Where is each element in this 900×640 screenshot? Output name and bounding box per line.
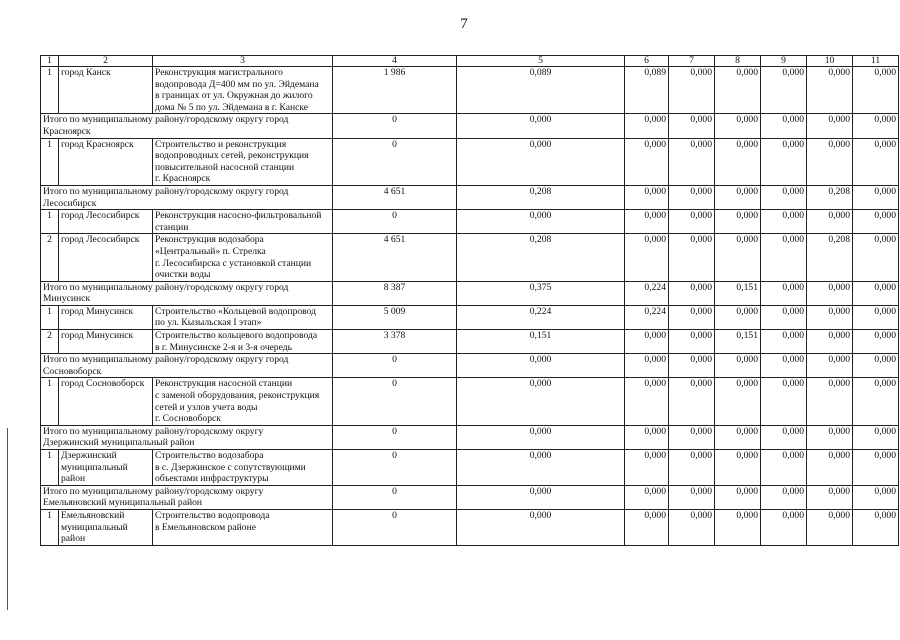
value-cell: 0,151: [457, 330, 625, 354]
value-cell: 0: [333, 450, 457, 486]
value-cell: 0,000: [669, 67, 715, 114]
value-cell: 4 651: [333, 234, 457, 281]
value-cell: 0,000: [715, 378, 761, 425]
description-line: г. Красноярск: [155, 173, 211, 185]
description-line: в г. Минусинске 2-я и 3-я очередь: [155, 341, 292, 353]
value-cell: 0,000: [625, 234, 669, 281]
value-cell: 1 986: [333, 67, 457, 114]
object-description: [153, 305, 333, 329]
scan-margin-line: [7, 428, 8, 610]
description-line: очистки воды: [155, 269, 211, 281]
object-description: [153, 138, 333, 185]
description-line: с заменой оборудования, реконструкция: [155, 390, 320, 402]
column-number: 6: [625, 56, 669, 67]
value-cell: 0: [333, 425, 457, 449]
value-cell: 0,000: [457, 425, 625, 449]
value-cell: 0,000: [457, 114, 625, 138]
column-number: 1: [41, 56, 59, 67]
value-cell: 0,000: [625, 378, 669, 425]
value-cell: 0,000: [761, 67, 807, 114]
subtotal-label: [41, 281, 333, 305]
value-cell: 0,000: [807, 330, 853, 354]
value-cell: 0,000: [457, 138, 625, 185]
row-number: 1: [41, 67, 59, 114]
value-cell: 0,000: [807, 67, 853, 114]
object-row: [41, 210, 899, 234]
value-cell: 0,000: [669, 114, 715, 138]
object-description: [153, 210, 333, 234]
value-cell: 0,000: [853, 425, 899, 449]
municipality-name: Емельяновский муниципальный район: [59, 509, 153, 545]
column-number: 8: [715, 56, 761, 67]
column-number: 4: [333, 56, 457, 67]
description-line: в Емельяновском районе: [155, 521, 256, 533]
value-cell: 0,000: [457, 378, 625, 425]
municipality-name: город Минусинск: [59, 305, 153, 329]
value-cell: 0,089: [457, 67, 625, 114]
value-cell: 0,000: [669, 354, 715, 378]
value-cell: 0,000: [625, 330, 669, 354]
object-row: [41, 305, 899, 329]
subtotal-label-line: Итого по муниципальному району/городскому округу город: [43, 185, 289, 197]
value-cell: 0,000: [669, 305, 715, 329]
row-number: 1: [41, 378, 59, 425]
subtotal-label: [41, 354, 333, 378]
subtotal-label-line: Красноярск: [43, 125, 91, 137]
subtotal-row: [41, 185, 899, 209]
row-number: 1: [41, 450, 59, 486]
subtotal-label: [41, 185, 333, 209]
column-number: 11: [853, 56, 899, 67]
subtotal-row: [41, 354, 899, 378]
value-cell: 5 009: [333, 305, 457, 329]
value-cell: 0,000: [669, 330, 715, 354]
value-cell: 0,000: [807, 305, 853, 329]
value-cell: 0,000: [853, 210, 899, 234]
municipality-name: Дзержинский муниципальный район: [59, 450, 153, 486]
description-line: в с. Дзержинское с сопутствующими: [155, 461, 306, 473]
description-line: Реконструкция магистрального: [155, 67, 283, 78]
value-cell: 0,208: [457, 185, 625, 209]
value-cell: 0,000: [715, 234, 761, 281]
value-cell: 0,000: [853, 138, 899, 185]
value-cell: 0,000: [669, 425, 715, 449]
subtotal-label-line: Дзержинский муниципальный район: [43, 437, 195, 449]
object-row: [41, 67, 899, 114]
value-cell: 0: [333, 354, 457, 378]
subtotal-row: [41, 114, 899, 138]
subtotal-label: [41, 114, 333, 138]
value-cell: 8 387: [333, 281, 457, 305]
description-line: Реконструкция насосной станции: [155, 378, 293, 390]
value-cell: 0,000: [625, 425, 669, 449]
row-number: 2: [41, 234, 59, 281]
value-cell: 0,000: [715, 210, 761, 234]
value-cell: 0,224: [457, 305, 625, 329]
value-cell: 0: [333, 485, 457, 509]
object-row: [41, 378, 899, 425]
description-line: станции: [155, 221, 189, 233]
column-number: 5: [457, 56, 625, 67]
column-number: 7: [669, 56, 715, 67]
description-line: Строительство водозабора: [155, 450, 264, 461]
subtotal-row: [41, 425, 899, 449]
value-cell: 0: [333, 210, 457, 234]
description-line: по ул. Кызыльская I этап»: [155, 317, 262, 329]
subtotal-row: [41, 281, 899, 305]
description-line: Строительство и реконструкция: [155, 138, 287, 150]
value-cell: 0,000: [669, 281, 715, 305]
value-cell: 0,000: [853, 354, 899, 378]
value-cell: 0,000: [853, 67, 899, 114]
value-cell: 0,000: [715, 185, 761, 209]
value-cell: 0,375: [457, 281, 625, 305]
subtotal-label: [41, 425, 333, 449]
value-cell: 0,000: [761, 210, 807, 234]
value-cell: 0,000: [669, 509, 715, 545]
value-cell: 0,000: [669, 234, 715, 281]
description-line: Реконструкция насосно-фильтровальной: [155, 210, 322, 222]
column-number: 10: [807, 56, 853, 67]
object-row: [41, 138, 899, 185]
value-cell: 0,000: [457, 485, 625, 509]
value-cell: 0: [333, 114, 457, 138]
row-number: 1: [41, 509, 59, 545]
subtotal-label-line: Лесосибирск: [43, 197, 97, 209]
object-description: [153, 67, 333, 114]
subtotal-label-line: Емельяновский муниципальный район: [43, 497, 203, 509]
table-body: [41, 56, 899, 546]
value-cell: 0,000: [853, 114, 899, 138]
value-cell: 0,000: [761, 354, 807, 378]
value-cell: 0,000: [853, 509, 899, 545]
value-cell: 0,000: [761, 330, 807, 354]
value-cell: 0,000: [853, 450, 899, 486]
value-cell: 0: [333, 378, 457, 425]
value-cell: 0,000: [625, 138, 669, 185]
column-number: 3: [153, 56, 333, 67]
value-cell: 0,000: [853, 185, 899, 209]
description-line: «Центральный» п. Стрелка: [155, 245, 266, 257]
description-line: водопровода Д=400 мм по ул. Эйдемана: [155, 78, 319, 90]
page-number: 7: [460, 16, 468, 32]
value-cell: 0,000: [625, 509, 669, 545]
description-line: дома № 5 по ул. Эйдемана в г. Канске: [155, 101, 309, 113]
value-cell: 0,000: [715, 67, 761, 114]
value-cell: 0,208: [457, 234, 625, 281]
value-cell: 0,000: [761, 425, 807, 449]
value-cell: 0,224: [625, 305, 669, 329]
object-row: [41, 450, 899, 486]
value-cell: 0,000: [761, 185, 807, 209]
object-description: [153, 378, 333, 425]
value-cell: 0,000: [715, 425, 761, 449]
value-cell: 0,000: [807, 450, 853, 486]
value-cell: 0,000: [625, 114, 669, 138]
column-number: 9: [761, 56, 807, 67]
description-line: в границах от ул. Окружная до жилого: [155, 90, 313, 102]
value-cell: 0,000: [715, 114, 761, 138]
value-cell: 0,000: [807, 210, 853, 234]
value-cell: 0,000: [761, 509, 807, 545]
value-cell: 0,000: [761, 281, 807, 305]
value-cell: 0,000: [807, 281, 853, 305]
subtotal-label-line: Итого по муниципальному району/городскому округу: [43, 485, 264, 497]
value-cell: 0,000: [625, 210, 669, 234]
object-row: [41, 509, 899, 545]
value-cell: 0,000: [625, 450, 669, 486]
description-line: Строительство «Кольцевой водопровод: [155, 305, 317, 317]
value-cell: 0,000: [457, 354, 625, 378]
value-cell: 0,000: [807, 425, 853, 449]
subtotal-row: [41, 485, 899, 509]
value-cell: 0,000: [457, 509, 625, 545]
row-number: 1: [41, 138, 59, 185]
municipality-name: город Лесосибирск: [59, 210, 153, 234]
value-cell: 0,000: [761, 138, 807, 185]
value-cell: 0,000: [807, 354, 853, 378]
value-cell: 0,000: [853, 234, 899, 281]
municipality-name: город Минусинск: [59, 330, 153, 354]
object-row: [41, 234, 899, 281]
description-line: Строительство водопровода: [155, 509, 270, 521]
value-cell: 4 651: [333, 185, 457, 209]
value-cell: 0,000: [715, 354, 761, 378]
value-cell: 0: [333, 138, 457, 185]
municipality-name: город Лесосибирск: [59, 234, 153, 281]
value-cell: 0,000: [761, 305, 807, 329]
subtotal-label: [41, 485, 333, 509]
value-cell: 0,000: [853, 378, 899, 425]
value-cell: 0,000: [853, 485, 899, 509]
subtotal-label-line: Итого по муниципальному району/городскому округу город: [43, 354, 289, 366]
value-cell: 0,208: [807, 185, 853, 209]
value-cell: 0,000: [761, 378, 807, 425]
value-cell: 0,000: [669, 485, 715, 509]
description-line: Реконструкция водозабора: [155, 234, 264, 246]
subtotal-label-line: Итого по муниципальному району/городскому округу город: [43, 281, 289, 293]
column-number-row: [41, 56, 899, 67]
value-cell: 0,000: [625, 485, 669, 509]
municipality-name: город Сосновоборск: [59, 378, 153, 425]
value-cell: 0,000: [761, 450, 807, 486]
value-cell: 0,208: [807, 234, 853, 281]
description-line: водопроводных сетей, реконструкция: [155, 150, 309, 162]
value-cell: 0,000: [669, 450, 715, 486]
value-cell: 0,000: [807, 485, 853, 509]
value-cell: 0,000: [457, 210, 625, 234]
value-cell: 0,000: [669, 185, 715, 209]
value-cell: 0,000: [807, 138, 853, 185]
value-cell: 0,089: [625, 67, 669, 114]
subtotal-label-line: Итого по муниципальному району/городскому округу город: [43, 114, 289, 126]
subtotal-label-line: Сосновоборск: [43, 365, 102, 377]
value-cell: 0,000: [761, 234, 807, 281]
description-line: г. Сосновоборск: [155, 413, 221, 425]
object-description: [153, 509, 333, 545]
subtotal-label-line: Минусинск: [43, 293, 91, 305]
value-cell: 0,000: [807, 114, 853, 138]
object-description: [153, 330, 333, 354]
value-cell: 0,000: [669, 210, 715, 234]
description-line: объектами инфраструктуры: [155, 473, 269, 485]
value-cell: 0,000: [761, 485, 807, 509]
object-description: [153, 234, 333, 281]
value-cell: 0,000: [853, 305, 899, 329]
value-cell: 0,000: [625, 185, 669, 209]
value-cell: 0,000: [807, 378, 853, 425]
value-cell: 0,000: [715, 138, 761, 185]
value-cell: 0,000: [625, 354, 669, 378]
value-cell: 0,000: [853, 330, 899, 354]
value-cell: 0,000: [807, 509, 853, 545]
value-cell: 0,000: [669, 378, 715, 425]
value-cell: 0,000: [669, 138, 715, 185]
value-cell: 0,151: [715, 330, 761, 354]
row-number: 2: [41, 330, 59, 354]
description-line: г. Лесосибирска с установкой станции: [155, 257, 312, 269]
value-cell: 0,000: [457, 450, 625, 486]
value-cell: 0,000: [715, 509, 761, 545]
column-number: 2: [59, 56, 153, 67]
object-description: [153, 450, 333, 486]
value-cell: 3 378: [333, 330, 457, 354]
value-cell: 0,000: [715, 305, 761, 329]
value-cell: 0,151: [715, 281, 761, 305]
value-cell: 0,000: [715, 485, 761, 509]
municipality-name: город Канск: [59, 67, 153, 114]
municipality-name: город Красноярск: [59, 138, 153, 185]
row-number: 1: [41, 210, 59, 234]
row-number: 1: [41, 305, 59, 329]
value-cell: 0,000: [761, 114, 807, 138]
description-line: сетей и узлов учета воды: [155, 401, 258, 413]
value-cell: 0,224: [625, 281, 669, 305]
value-cell: 0,000: [715, 450, 761, 486]
value-cell: 0,000: [853, 281, 899, 305]
description-line: Строительство кольцевого водопровода: [155, 330, 318, 342]
investment-table: [40, 55, 899, 546]
object-row: [41, 330, 899, 354]
value-cell: 0: [333, 509, 457, 545]
description-line: повысительной насосной станции: [155, 161, 295, 173]
subtotal-label-line: Итого по муниципальному району/городскому округу: [43, 425, 264, 437]
